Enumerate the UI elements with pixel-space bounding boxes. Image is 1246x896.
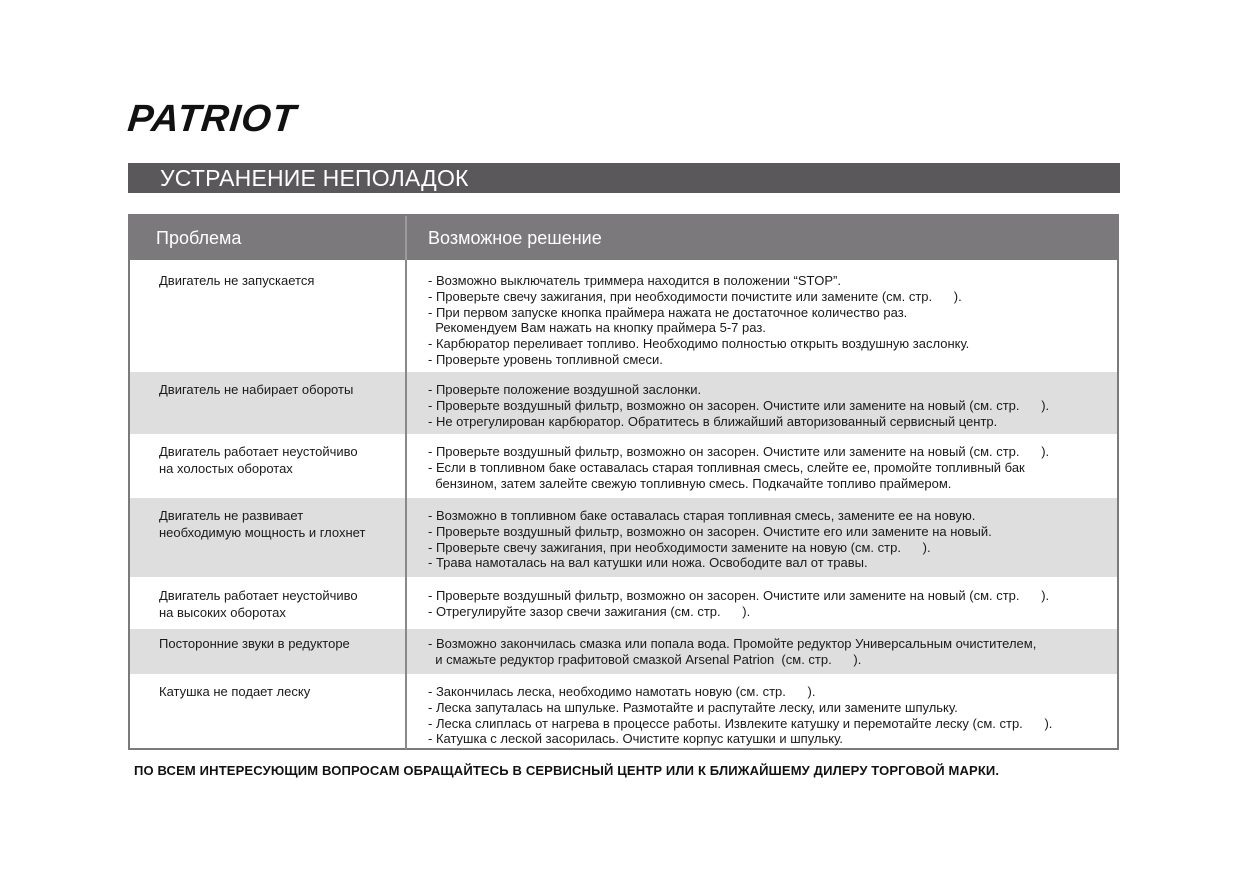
solution-line: - Возможно в топливном баке оставалась старая топливная смесь, замените ее на новую.	[428, 508, 976, 523]
solution-line: - Трава намоталась на вал катушки или ножа. Освободите вал от травы.	[428, 555, 868, 571]
problem-cell: Посторонние звуки в редукторе	[159, 636, 350, 651]
problem-cell: Двигатель работает неустойчиво на высоких оборотах	[159, 588, 358, 620]
column-divider	[405, 260, 407, 750]
solution-line: - Отрегулируйте зазор свечи зажигания (см. стр. ).	[428, 603, 751, 619]
solution-line: - Если в топливном баке оставалась старая топливная смесь, слейте ее, промойте топливный бак	[428, 459, 1025, 475]
problem-cell: Катушка не подает леску	[159, 684, 311, 699]
table-row	[130, 629, 1117, 674]
solution-line: Рекомендуем Вам нажать на кнопку праймера 5-7 раз.	[428, 320, 766, 336]
footer-note: ПО ВСЕМ ИНТЕРЕСУЮЩИМ ВОПРОСАМ ОБРАЩАЙТЕСЬ В СЕРВИСНЫЙ ЦЕНТР ИЛИ К БЛИЖАЙШЕМУ ДИЛЕРУ ТОРГОВОЙ МАРКИ.	[134, 763, 1000, 778]
solution-line: бензином, затем залейте свежую топливную смесь. Подкачайте топливо праймером.	[428, 475, 952, 491]
table-header	[130, 216, 1117, 260]
table-row	[130, 498, 1117, 577]
table-row	[130, 434, 1117, 498]
solution-cell	[428, 444, 1049, 491]
header-solution: Возможное решение	[428, 228, 602, 248]
solution-line: - Проверьте воздушный фильтр, возможно он засорен. Очистите или замените на новый (см. стр. ).	[428, 588, 1050, 603]
problem-cell: Двигатель не запускается	[159, 273, 315, 288]
table-row	[130, 674, 1117, 750]
solution-line: - Проверьте уровень топливной смеси.	[428, 351, 663, 367]
solution-line: - Катушка с леской засорилась. Очистите корпус катушки и шпульку.	[428, 731, 843, 747]
troubleshooting-table	[128, 214, 1119, 750]
solution-line: - Проверьте воздушный фильтр, возможно он засорен. Очистите его или замените на новый.	[428, 523, 992, 539]
solution-cell	[428, 382, 1049, 429]
solution-line: - Закончилась леска, необходимо намотать новую (см. стр. ).	[428, 684, 816, 699]
solution-line: - Проверьте положение воздушной заслонки.	[428, 382, 702, 397]
solution-cell	[428, 508, 992, 571]
problem-cell: Двигатель не развивает необходимую мощность и глохнет	[159, 508, 366, 540]
problem-cell: Двигатель не набирает обороты	[159, 382, 354, 397]
solution-line: - Карбюратор переливает топливо. Необходимо полностью открыть воздушную заслонку.	[428, 336, 970, 352]
table-row	[130, 577, 1117, 629]
solution-line: - Возможно выключатель триммера находится в положении “STOP”.	[428, 273, 841, 288]
solution-line: - Проверьте свечу зажигания, при необходимости замените на новую (см. стр. ).	[428, 539, 931, 555]
solution-line: - Не отрегулирован карбюратор. Обратитесь в ближайший авторизованный сервисный центр.	[428, 413, 998, 429]
solution-line: - Возможно закончилась смазка или попала вода. Промойте редуктор Универсальным очистителем,	[428, 636, 1037, 651]
solution-cell	[428, 636, 1036, 668]
solution-line: - Проверьте воздушный фильтр, возможно он засорен. Очистите или замените на новый (см. стр. ).	[428, 397, 1050, 413]
brand-logo: PATRIOT	[125, 98, 299, 140]
section-title: УСТРАНЕНИЕ НЕПОЛАДОК	[128, 163, 1120, 193]
table-row	[130, 260, 1117, 372]
solution-line: - При первом запуске кнопка праймера нажата не достаточное количество раз.	[428, 304, 908, 320]
solution-cell	[428, 273, 969, 368]
solution-line: - Леска слиплась от нагрева в процессе работы. Извлеките катушку и перемотайте леску (см. стр. ).	[428, 715, 1053, 731]
solution-cell	[428, 588, 1049, 620]
solution-line: - Проверьте свечу зажигания, при необходимости почистите или замените (см. стр. ).	[428, 288, 962, 304]
solution-cell	[428, 684, 1052, 747]
header-divider	[405, 216, 407, 260]
header-problem: Проблема	[156, 228, 242, 248]
solution-line: - Леска запуталась на шпульке. Размотайте и распутайте леску, или замените шпульку.	[428, 699, 958, 715]
solution-line: и смажьте редуктор графитовой смазкой Arsenal Patrion (см. стр. ).	[428, 651, 862, 667]
problem-cell: Двигатель работает неустойчиво на холостых оборотах	[159, 444, 358, 476]
table-row	[130, 372, 1117, 434]
solution-line: - Проверьте воздушный фильтр, возможно он засорен. Очистите или замените на новый (см. стр. ).	[428, 444, 1050, 459]
